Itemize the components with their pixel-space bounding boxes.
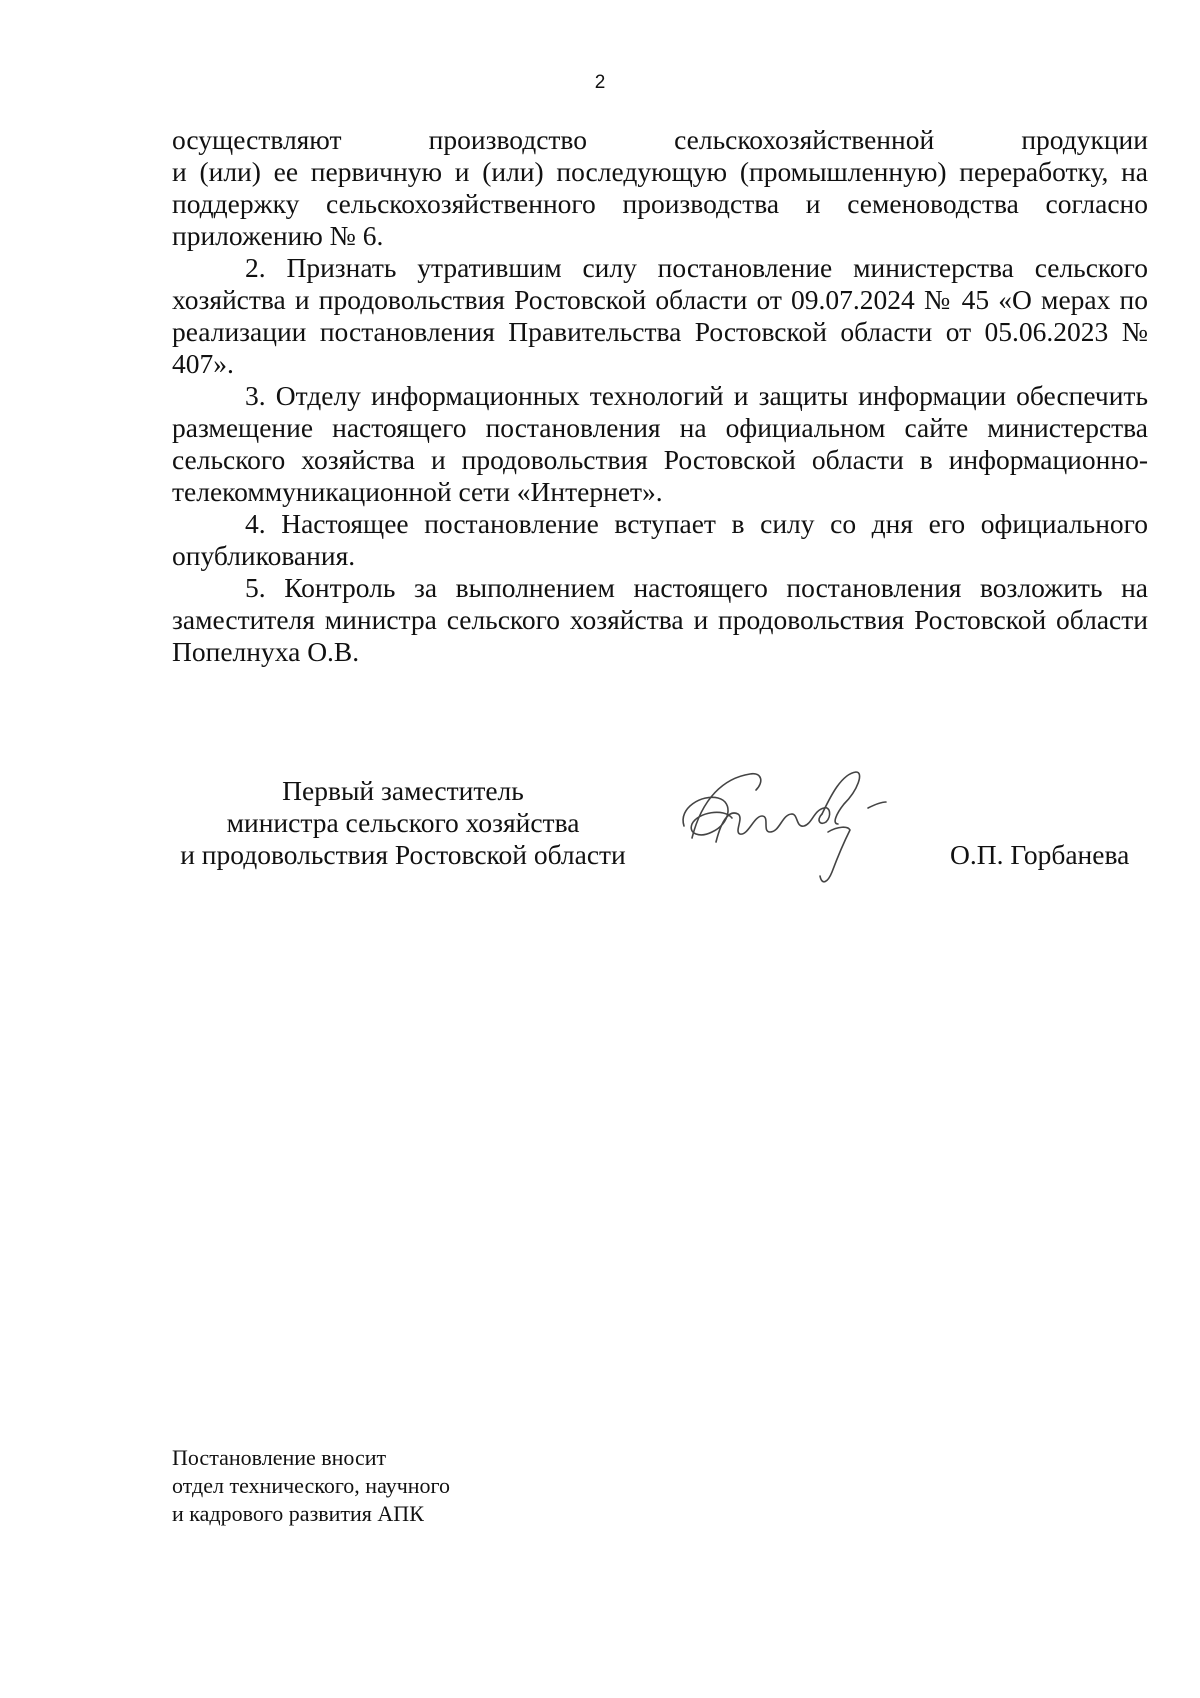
- paragraph-1-continuation-line: осуществляют производство сельскохозяйственной продукции: [172, 124, 1148, 155]
- footer-note-line: отдел технического, научного: [172, 1473, 451, 1498]
- signer-name: О.П. Горбанева: [950, 839, 1130, 870]
- footer-note: [172, 1444, 572, 1528]
- position-line: министра сельского хозяйства: [226, 807, 580, 838]
- handwritten-signature: [672, 768, 912, 898]
- document-body: [172, 124, 1148, 668]
- position-line: и продовольствия Ростовской области: [180, 839, 626, 870]
- paragraph-3: 3. Отделу информационных технологий и защиты информации обеспечить размещение настоящего постановления на официальном сайте министерства сельского хозяйства и продовольствия Ростовской области в информационно-телекоммуникационной сети «Интернет».: [172, 380, 1148, 507]
- paragraph-4: 4. Настоящее постановление вступает в силу со дня его официального опубликования.: [172, 508, 1148, 571]
- paragraph-5: 5. Контроль за выполнением настоящего постановления возложить на заместителя министра сельского хозяйства и продовольствия Ростовской области Попелнуха О.В.: [172, 572, 1148, 667]
- paragraph-1-continuation: и (или) ее первичную и (или) последующую (промышленную) переработку, на поддержку сельскохозяйственного производства и семеноводства согласно приложению № 6.: [172, 156, 1148, 251]
- paragraph-2: 2. Признать утратившим силу постановление министерства сельского хозяйства и продовольствия Ростовской области от 09.07.2024 № 45 «О мерах по реализации постановления Правительства Ростовской области от 05.06.2023 № 407».: [172, 252, 1148, 379]
- signatory-position: [166, 775, 640, 871]
- footer-note-line: Постановление вносит: [172, 1445, 387, 1470]
- position-line: Первый заместитель: [282, 775, 524, 806]
- page-number: 2: [594, 72, 606, 93]
- footer-note-line: и кадрового развития АПК: [172, 1501, 424, 1526]
